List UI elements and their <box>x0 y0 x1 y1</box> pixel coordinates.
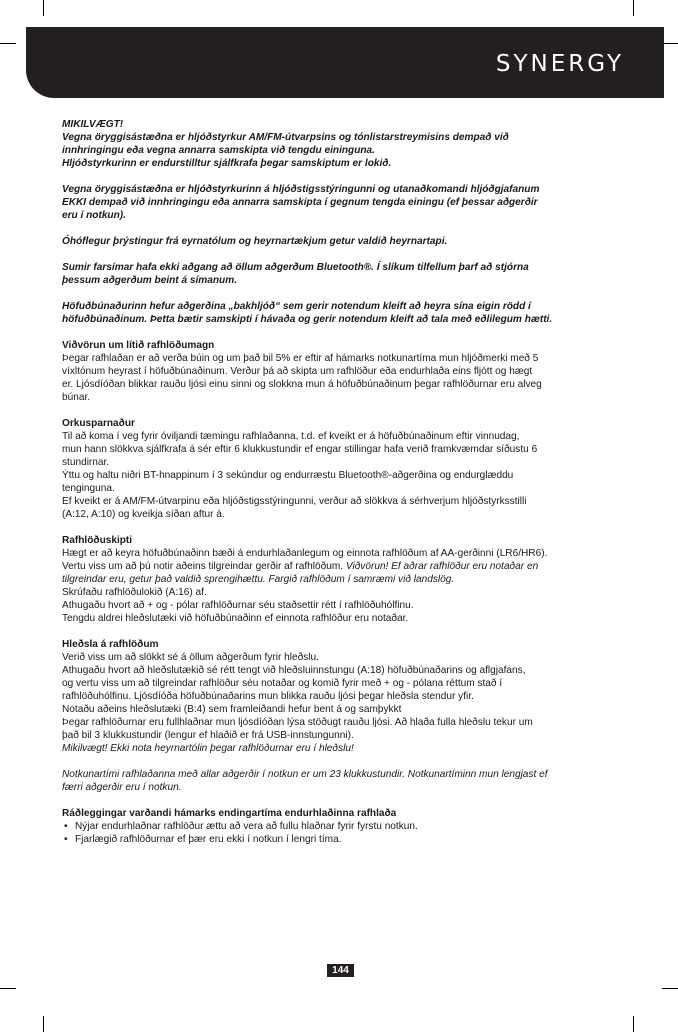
header-bar <box>26 27 664 98</box>
important-title: MIKILVÆGT! <box>62 119 124 130</box>
text-line: Tengdu aldrei hleðslutæki við höfuðbúnaðinn ef einnota rafhlöður eru notaðar. <box>62 613 409 624</box>
text-line: búnar. <box>62 392 91 403</box>
text-line: Athugaðu hvort að hleðslutækið sé rétt tengt við hleðsluinnstungu (A:18) höfuðbúnaðarins og aflgjafans, <box>62 665 526 676</box>
section-heading: Hleðsla á rafhlöðum <box>62 639 159 650</box>
text-line: Skrúfaðu rafhlöðulokið (A:16) af. <box>62 587 207 598</box>
text-line: Hægt er að keyra höfuðbúnaðinn bæði á endurhlaðanlegum og einnota rafhlöðum af AA-gerðinni (LR6/HR6). <box>62 548 548 559</box>
list-item <box>62 820 612 833</box>
text-line: Notaðu aðeins hleðslutæki (B:4) sem framleiðandi hefur bent á og samþykkt <box>62 704 402 715</box>
text-line: rafhlöðuhólfinu. Ljósdíóða höfuðbúnaðarins mun blikka rauðu ljósi þegar hleðsla stendur yfir. <box>62 691 474 702</box>
page-number: 144 <box>327 964 354 977</box>
text-line: víxltónum heyrast í höfuðbúnaðinum. Verður þá að skipta um rafhlöður eða endurhlaða eins fljótt og hægt <box>62 366 533 377</box>
list-item <box>62 833 612 846</box>
text-line: Verið viss um að slökkt sé á öllum aðgerðum fyrir hleðslu. <box>62 652 319 663</box>
section-heading: Ráðleggingar varðandi hámarks endingartíma endurhlaðinna rafhlaða <box>62 808 397 819</box>
warning-text: Viðvörun! Ef aðrar rafhlöður eru notaðar en <box>345 561 539 572</box>
text-line: Ýttu og haltu niðri BT-hnappinum í 3 sekúndur og endurræstu Bluetooth®-aðgerðina og endurglæddu <box>62 470 514 481</box>
text-line: Þegar rafhlaðan er að verða búin og um það bil 5% er eftir af hámarks notkunartíma mun hljóðmerki með 5 <box>62 353 539 364</box>
safety-paragraph <box>62 183 612 222</box>
text-line: stundirnar. <box>62 457 110 468</box>
battery-tips-section <box>62 807 612 846</box>
text-line: það bil 3 klukkustundir (lengur ef hlaðið er frá USB-innstungunni). <box>62 730 354 741</box>
text-line: færri aðgerðir eru í notkun. <box>62 782 182 793</box>
section-heading: Rafhlöðuskipti <box>62 535 133 546</box>
text-line: Til að koma í veg fyrir óviljandi tæmingu rafhlaðanna, t.d. ef kveikt er á höfuðbúnaðinum eftir vinnudag, <box>62 431 520 442</box>
text-line: Vegna öryggisástæðna er hljóðstyrkur AM/FM-útvarpsins og tónlistarstreymisins dempað við <box>62 132 509 143</box>
crop-mark <box>0 988 16 989</box>
text-line: Hljóðstyrkurinn er endurstilltur sjálfkrafa þegar samskiptum er lokið. <box>62 158 392 169</box>
text-line <box>62 560 612 573</box>
crop-mark <box>633 1016 634 1032</box>
crop-mark <box>43 0 44 16</box>
warning-text: tilgreindar eru, getur það valdið sprengihættu. Fargið rafhlöðum í samræmi við landslög. <box>62 574 455 585</box>
crop-mark <box>662 988 678 989</box>
crop-mark <box>662 43 678 44</box>
text-line: Þegar rafhlöðurnar eru fullhlaðnar mun ljósdíóðan lýsa stöðugt rauðu ljósi. Að hlaða fulla hleðslu tekur um <box>62 717 533 728</box>
crop-mark <box>0 43 16 44</box>
charging-section <box>62 638 612 755</box>
text-line: og vertu viss um að tilgreindar rafhlöður séu notaðar og komið fyrir með + og - pólana réttum stað í <box>62 678 503 689</box>
bullet-icon: • <box>64 821 68 832</box>
battery-replacement-section <box>62 534 612 625</box>
warning-text: Mikilvægt! Ekki nota heyrnartólin þegar rafhlöðurnar eru í hleðslu! <box>62 743 354 754</box>
text-line: þessum aðgerðum beint á símanum. <box>62 275 237 286</box>
text-line: er. Ljósdíóðan blikkar rauðu ljósi einu sinni og slokkna mun á höfuðbúnaðinum þegar rafhlöðurnar eru alveg <box>62 379 542 390</box>
document-body <box>62 118 612 859</box>
text-line: Óhóflegur þrýstingur frá eyrnatólum og heyrnartækjum getur valdið heyrnartapi. <box>62 236 448 247</box>
text-line: Notkunartími rafhlaðanna með allar aðgerðir í notkun er um 23 klukkustundir. Notkunartíminn mun lengjast ef <box>62 769 548 780</box>
low-battery-section <box>62 339 612 404</box>
text-span: Vertu viss um að þú notir aðeins tilgreindar gerðir af rafhlöðum. <box>62 561 346 572</box>
text-line: Vegna öryggisástæðna er hljóðstyrkurinn á hljóðstigsstýringunni og utanaðkomandi hljóðgjafanum <box>62 184 540 195</box>
section-heading: Viðvörun um lítið rafhlöðumagn <box>62 340 215 351</box>
text-line: eru í notkun). <box>62 210 126 221</box>
brand-logo: SYNERGY <box>495 51 624 77</box>
text-line: innhringingu eða vegna annarra samskipta við tengdu eininguna. <box>62 145 375 156</box>
important-notice <box>62 118 612 170</box>
text-line: Athugaðu hvort að + og - pólar rafhlöðurnar séu staðsettir rétt í rafhlöðuhólfinu. <box>62 600 414 611</box>
text-line: EKKI dempað við innhringingu eða annarra samskipta í gegnum tengda einingu (ef þessar aðgerðir <box>62 197 538 208</box>
text-line: höfuðbúnaðinum. Þetta bætir samskipti í hávaða og gerir notendum kleift að tala með eðlilegum hætti. <box>62 314 553 325</box>
text-line: Ef kveikt er á AM/FM-útvarpinu eða hljóðstigsstýringunni, verður að slökkva á sérhverjum hljóðstyrksstilli <box>62 496 527 507</box>
crop-mark <box>43 1016 44 1032</box>
list-item-text: Nýjar endurhlaðnar rafhlöður ættu að vera að fullu hlaðnar fyrir fyrstu notkun. <box>75 821 418 832</box>
text-line: mun hann slökkva sjálfkrafa á sér eftir 6 klukkustundir ef engar stillingar hafa verið framkvæmdar síðustu 6 <box>62 444 538 455</box>
text-line: tenginguna. <box>62 483 115 494</box>
text-line: (A:12, A:10) og kveikja síðan aftur á. <box>62 509 225 520</box>
hearing-warning <box>62 235 612 248</box>
text-line: Höfuðbúnaðurinn hefur aðgerðina „bakhljóð“ sem gerir notendum kleift að heyra sína eigin rödd í <box>62 301 531 312</box>
list-item-text: Fjarlægið rafhlöðurnar ef þær eru ekki í notkun í lengri tíma. <box>75 834 342 845</box>
section-heading: Orkusparnaður <box>62 418 135 429</box>
text-line: Sumir farsímar hafa ekki aðgang að öllum aðgerðum Bluetooth®. Í slíkum tilfellum þarf að stjórna <box>62 262 529 273</box>
operating-time-note <box>62 768 612 794</box>
bullet-icon: • <box>64 834 68 845</box>
bluetooth-note <box>62 261 612 287</box>
crop-mark <box>633 0 634 16</box>
sidetone-note <box>62 300 612 326</box>
power-saving-section <box>62 417 612 521</box>
